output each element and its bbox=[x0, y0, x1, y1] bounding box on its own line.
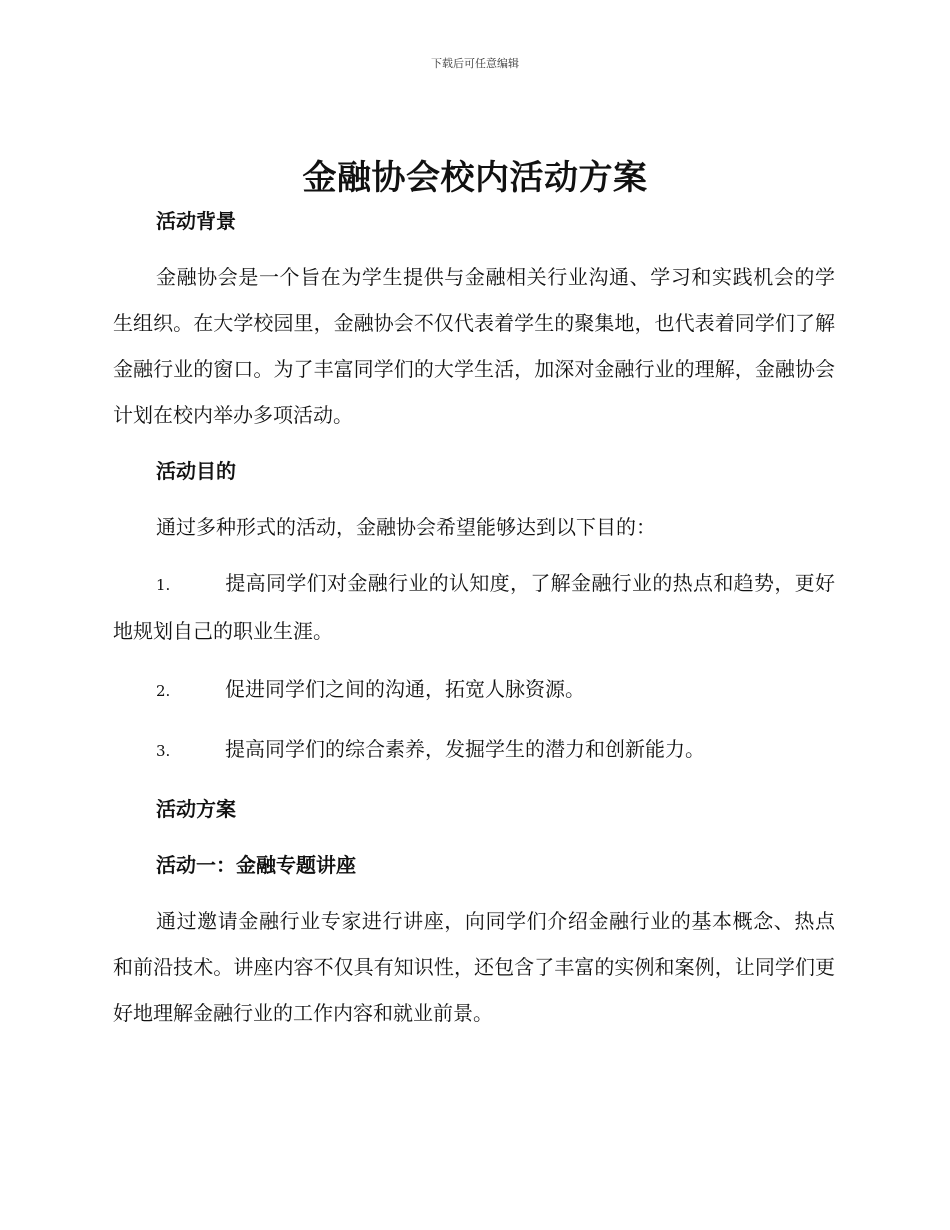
list-item-text: 促进同学们之间的沟通，拓宽人脉资源。 bbox=[225, 677, 585, 701]
section-heading-activity-1: 活动一：金融专题讲座 bbox=[156, 853, 356, 877]
list-number: 2. bbox=[156, 682, 171, 700]
paragraph-purpose-intro: 通过多种形式的活动，金融协会希望能够达到以下目的： bbox=[156, 515, 656, 539]
list-item-text: 提高同学们的综合素养，发掘学生的潜力和创新能力。 bbox=[225, 737, 705, 761]
list-item bbox=[113, 666, 835, 714]
page-header-note: 下载后可任意编辑 bbox=[431, 57, 519, 70]
list-item-text: 提高同学们对金融行业的认知度，了解金融行业的热点和趋势，更好地规划自己的职业生涯。 bbox=[113, 571, 835, 643]
list-item bbox=[113, 560, 835, 654]
list-item bbox=[113, 726, 835, 774]
document-body bbox=[113, 198, 835, 1046]
paragraph-activity-1: 通过邀请金融行业专家进行讲座，向同学们介绍金融行业的基本概念、热点和前沿技术。讲座内容不仅具有知识性，还包含了丰富的实例和案例，让同学们更好地理解金融行业的工作内容和就业前景。 bbox=[113, 909, 835, 1025]
list-number: 1. bbox=[156, 576, 171, 594]
section-heading-plan: 活动方案 bbox=[156, 797, 236, 821]
section-heading-purpose: 活动目的 bbox=[156, 459, 236, 483]
paragraph-background: 金融协会是一个旨在为学生提供与金融相关行业沟通、学习和实践机会的学生组织。在大学校园里，金融协会不仅代表着学生的聚集地，也代表着同学们了解金融行业的窗口。为了丰富同学们的大学生活，加深对金融行业的理解，金融协会计划在校内举办多项活动。 bbox=[113, 265, 835, 427]
list-number: 3. bbox=[156, 742, 171, 760]
document-title: 金融协会校内活动方案 bbox=[302, 158, 648, 198]
section-heading-background: 活动背景 bbox=[156, 209, 236, 233]
